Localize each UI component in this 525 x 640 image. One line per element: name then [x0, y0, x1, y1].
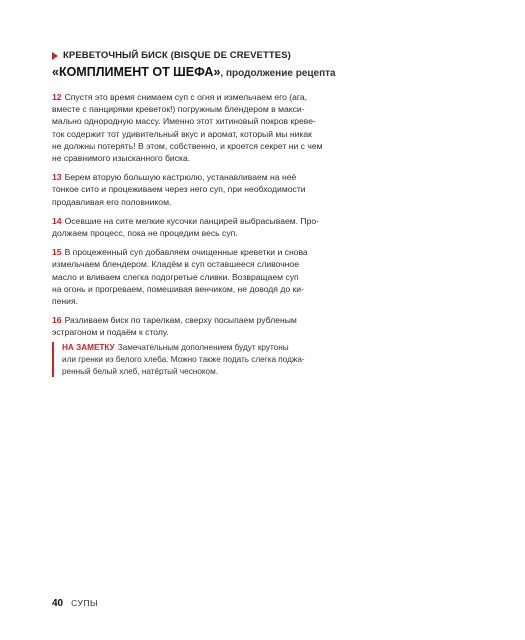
step-line: [52, 314, 352, 326]
step-number: 16: [52, 315, 62, 326]
note-text: Замечательным дополнением будут крутоны: [117, 343, 289, 352]
recipe-step: [52, 171, 352, 208]
step-line: масло и вливаем слегка подогретые сливки. Возвращаем суп: [52, 271, 299, 282]
step-line: [52, 91, 352, 103]
recipe-step: [52, 91, 352, 164]
step-text: Спустя это время снимаем суп с огня и измельчаем его (ага,: [64, 92, 308, 102]
recipe-step: [52, 314, 352, 338]
step-line: не сравнимого изысканного биска.: [52, 153, 191, 164]
note-line: или гренки из белого хлеба. Можно также подать слегка поджа-: [62, 354, 305, 364]
step-number: 12: [52, 92, 62, 102]
note-line: ренный белый хлеб, натёртый чесноком.: [62, 366, 219, 376]
recipe-step: [52, 215, 352, 239]
step-line: [52, 215, 352, 227]
page-number: 40: [52, 598, 64, 609]
recipe-title-row: [52, 65, 482, 79]
step-number: 15: [52, 247, 62, 258]
step-line: пения.: [52, 296, 79, 307]
triangle-marker-icon: [52, 52, 58, 60]
step-line: [52, 246, 352, 258]
step-text: Разливаем биск по тарелкам, сверху посыпаем рубленым: [64, 315, 297, 326]
recipe-category-row: [52, 50, 482, 61]
step-line: тонкое сито и процеживаем через него суп, при необходимости: [52, 184, 306, 195]
page-footer: [52, 598, 98, 609]
step-number: 13: [52, 172, 62, 183]
step-number: 14: [52, 215, 62, 226]
step-line: мально однородную массу. Именно этот хитиновый покров креве-: [52, 116, 316, 127]
step-line: эстрагоном и подаём к столу.: [52, 327, 169, 338]
recipe-steps: [52, 91, 352, 346]
step-line: продавливая его половником.: [52, 196, 172, 207]
step-text: В процеженный суп добавляем очищенные креветки и снова: [64, 247, 308, 258]
step-line: не должны потерять! В этом, собственно, и кроется секрет ни с чем: [52, 140, 323, 151]
note-line: [62, 342, 362, 354]
note-label: НА ЗАМЕТКУ: [62, 343, 115, 352]
step-line: вместе с панцирями креветок!) погружным блендером в макси-: [52, 104, 305, 115]
step-line: ток содержит тот удивительный вкус и аромат, который мы никак: [52, 128, 312, 139]
recipe-title: «КОМПЛИМЕНТ ОТ ШЕФА»: [52, 65, 221, 79]
step-text: Осевшие на сите мелкие кусочки панцирей выбрасываем. Про-: [64, 215, 320, 226]
step-line: должаем процесс, пока не процедим весь суп.: [52, 228, 238, 239]
step-line: на огонь и прогреваем, помешивая венчиком, не доводя до ки-: [52, 283, 304, 294]
step-line: измельчаем блендером. Кладём в суп оставшееся сливочное: [52, 259, 299, 270]
step-line: [52, 171, 352, 183]
recipe-header: [52, 50, 482, 79]
recipe-subtitle: , продолжение рецепта: [220, 68, 336, 79]
section-name: СУПЫ: [71, 598, 99, 608]
recipe-category: КРЕВЕТОЧНЫЙ БИСК (BISQUE DE CREVETTES): [63, 50, 291, 61]
recipe-step: [52, 246, 352, 307]
tip-note: [52, 342, 362, 377]
step-text: Берем вторую большую кастрюлю, устанавливаем на неё: [64, 172, 297, 183]
